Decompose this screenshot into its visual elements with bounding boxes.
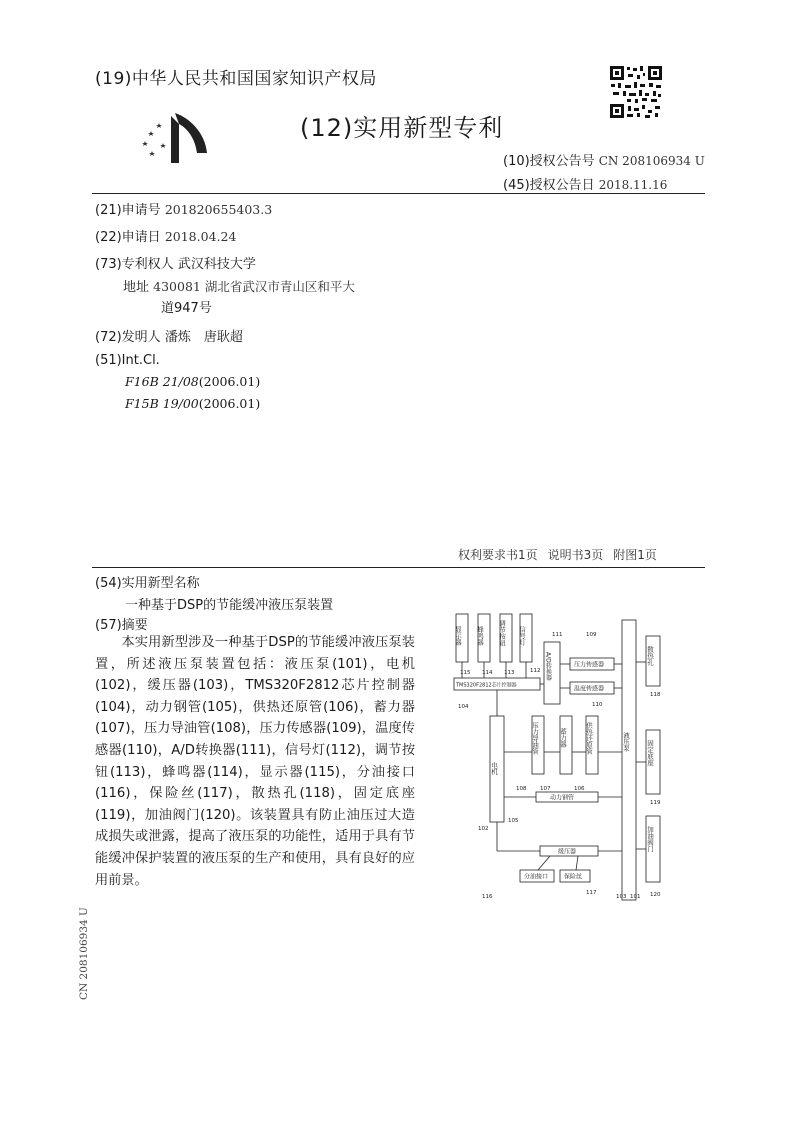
svg-text:103: 103 (616, 894, 627, 900)
int-cl-label: (51)Int.Cl. (95, 353, 160, 368)
svg-text:112: 112 (530, 668, 541, 674)
patentee: (73)专利权人 武汉科技大学 (95, 257, 256, 272)
fig-label-fuse: 保险丝 (564, 873, 583, 881)
pump-box (622, 620, 636, 900)
fig-label-controller: TMS320F2812芯片控制器 (456, 682, 517, 689)
ipc-class-2: F15B 19/00(2006.01) (125, 396, 261, 411)
address-line2: 道947号 (161, 301, 212, 316)
svg-text:105: 105 (508, 818, 519, 824)
fig-label-steel-pipe: 动力钢管 (550, 794, 575, 802)
fig-label-display: 显示器 (454, 626, 462, 646)
divider-top (92, 193, 705, 194)
svg-text:104: 104 (458, 704, 469, 710)
abstract-label: (57)摘要 (95, 618, 148, 633)
utility-model-title: 一种基于DSP的节能缓冲液压泵装置 (125, 598, 334, 613)
fig-label-buzzer: 蜂鸣器 (476, 626, 484, 646)
svg-text:111: 111 (552, 632, 563, 638)
svg-text:118: 118 (650, 692, 661, 698)
svg-text:113: 113 (504, 670, 515, 676)
svg-text:101: 101 (630, 894, 641, 900)
issuing-office: (19)中华人民共和国国家知识产权局 (95, 69, 377, 89)
ipc-class-1: F16B 21/08(2006.01) (125, 374, 261, 389)
svg-text:117: 117 (586, 890, 597, 896)
fig-label-accumulator: 蓄力器 (559, 728, 567, 748)
svg-text:115: 115 (460, 670, 471, 676)
qr-code (610, 66, 662, 118)
address: 地址 430081 湖北省武汉市青山区和平大 (123, 279, 355, 295)
application-date: (22)申请日 2018.04.24 (95, 229, 237, 245)
page-counts: 权利要求书1页 说明书3页 附图1页 (458, 548, 657, 562)
publication-number: (10)授权公告号 CN 208106934 U (503, 154, 705, 169)
svg-text:106: 106 (574, 786, 585, 792)
fig-label-heat-pipe: 供热还原管 (585, 722, 593, 755)
fig-label-damper: 缓压器 (558, 848, 577, 856)
abstract-text: 本实用新型涉及一种基于DSP的节能缓冲液压泵装置，所述液压泵装置包括：液压泵(101)，电机(102)，缓压器(103)，TMS320F2812芯片控制器(104)，动力钢管(105)，供热还原管(106)，蓄力器(107)，压力导油管(108)，压力传感器(109)，温度传感器(110)，A/D转换器(111)，信号灯(112)，调节按钮(113)，蜂鸣器(114)，显示器(115)，分油接口(116)，保险丝(117)，散热孔(118)，固定底座(119)，加油阀门(120)。该装置具有防止油压过大造成损失或泄露，提高了液压泵的功能性，适用于具有节能缓冲保护装置的液压泵的生产和使用，具有良好的应用前景。 (95, 635, 415, 888)
fig-label-split: 分油接口 (524, 873, 549, 881)
document-type: (12)实用新型专利 (300, 114, 504, 142)
fig-label-vent: 散热孔 (646, 646, 654, 666)
fig-label-pump: 液压泵 (622, 732, 630, 752)
title-label: (54)实用新型名称 (95, 576, 200, 591)
svg-text:110: 110 (592, 702, 603, 708)
fig-label-temp-sensor: 温度传感器 (574, 685, 605, 693)
divider-middle (92, 567, 705, 568)
application-number: (21)申请号 201820655403.3 (95, 202, 273, 218)
svg-text:109: 109 (586, 632, 597, 638)
publication-date: (45)授权公告日 2018.11.16 (503, 178, 668, 193)
office-logo (135, 108, 215, 168)
fig-label-ad: A/D转换器 (544, 652, 552, 681)
svg-text:120: 120 (650, 892, 661, 898)
fig-label-oil-pipe: 压力导油管 (531, 722, 539, 755)
fig-label-pressure-sensor: 压力传感器 (574, 661, 605, 669)
svg-text:116: 116 (482, 894, 493, 900)
svg-text:119: 119 (650, 800, 661, 806)
fig-label-valve: 加油阀门 (646, 826, 654, 852)
fig-label-base: 固定底座 (646, 740, 654, 766)
svg-text:108: 108 (516, 786, 527, 792)
svg-text:114: 114 (482, 670, 493, 676)
fig-label-knob: 调节按钮 (498, 620, 506, 646)
fig-label-motor: 电机 (490, 762, 498, 775)
svg-text:107: 107 (540, 786, 551, 792)
fig-label-lamp: 信号灯 (518, 626, 526, 646)
abstract-figure (440, 612, 690, 912)
svg-text:102: 102 (478, 826, 489, 832)
inventors: (72)发明人 潘炼 唐耿超 (95, 330, 243, 345)
side-publication-code: CN 208106934 U (78, 907, 90, 1000)
